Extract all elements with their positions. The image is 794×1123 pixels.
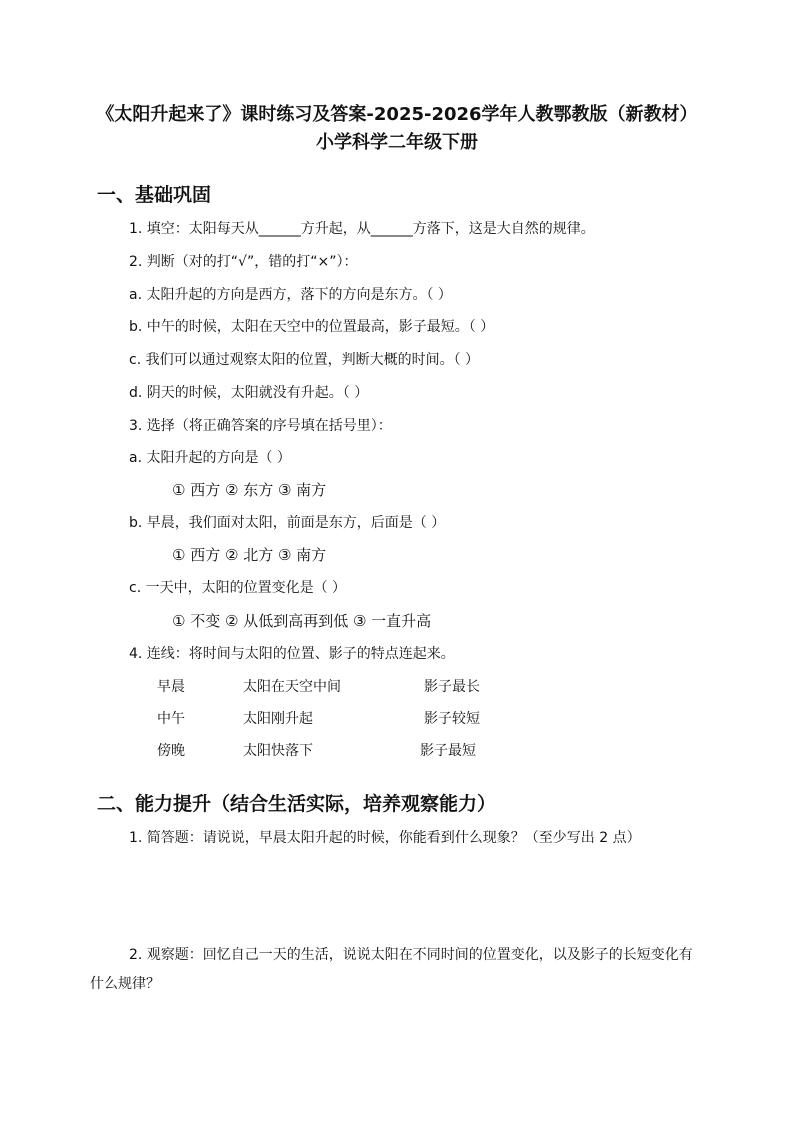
question-3b-options: ① 西方 ② 北方 ③ 南方 <box>172 546 327 564</box>
question-3a-options: ① 西方 ② 东方 ③ 南方 <box>172 481 327 499</box>
match-position-setting: 太阳快落下 <box>243 743 313 759</box>
question-3a: a. 太阳升起的方向是（ ） <box>129 450 291 466</box>
match-shadow-shortest: 影子最短 <box>420 743 476 759</box>
question-3-choice: 3. 选择（将正确答案的序号填在括号里）： <box>129 418 392 434</box>
section-heading-advanced: 二、能力提升（结合生活实际，培养观察能力） <box>97 793 497 815</box>
question-3c: c. 一天中，太阳的位置变化是（ ） <box>129 580 347 596</box>
question-2d: d. 阴天的时候，太阳就没有升起。（ ） <box>129 385 369 401</box>
question-2-judgement: 2. 判断（对的打“√”，错的打“×”）： <box>129 254 358 270</box>
question-4-matching: 4. 连线：将时间与太阳的位置、影子的特点连起来。 <box>129 646 455 662</box>
match-time-morning: 早晨 <box>157 679 185 695</box>
question-3c-options: ① 不变 ② 从低到高再到低 ③ 一直升高 <box>172 612 432 630</box>
match-position-middle: 太阳在天空中间 <box>243 679 341 695</box>
section-heading-basics: 一、基础巩固 <box>97 184 212 206</box>
question-short-answer: 1. 简答题：请说说，早晨太阳升起的时候，你能看到什么现象？（至少写出 2 点） <box>129 830 641 846</box>
match-time-noon: 中午 <box>157 711 185 727</box>
match-shadow-longest: 影子最长 <box>424 679 480 695</box>
match-position-rising: 太阳刚升起 <box>243 711 313 727</box>
question-1-fill-blank: 1. 填空：太阳每天从______方升起，从______方落下，这是大自然的规律。 <box>129 221 595 237</box>
question-2b: b. 中午的时候，太阳在天空中的位置最高，影子最短。（ ） <box>129 319 495 335</box>
question-2c: c. 我们可以通过观察太阳的位置，判断大概的时间。（ ） <box>129 352 480 368</box>
question-observation: 2. 观察题：回忆自己一天的生活，说说太阳在不同时间的位置变化，以及影子的长短变化有什么规律？ <box>90 947 693 992</box>
question-2a: a. 太阳升起的方向是西方，落下的方向是东方。（ ） <box>129 287 452 303</box>
match-time-evening: 傍晚 <box>157 743 185 759</box>
document-title: 《太阳升起来了》课时练习及答案-2025-2026学年人教鄂教版（新教材） 小学科学二年级下册 <box>96 104 698 153</box>
question-3b: b. 早晨，我们面对太阳，前面是东方，后面是（ ） <box>129 515 446 531</box>
match-shadow-shorter: 影子较短 <box>424 711 480 727</box>
